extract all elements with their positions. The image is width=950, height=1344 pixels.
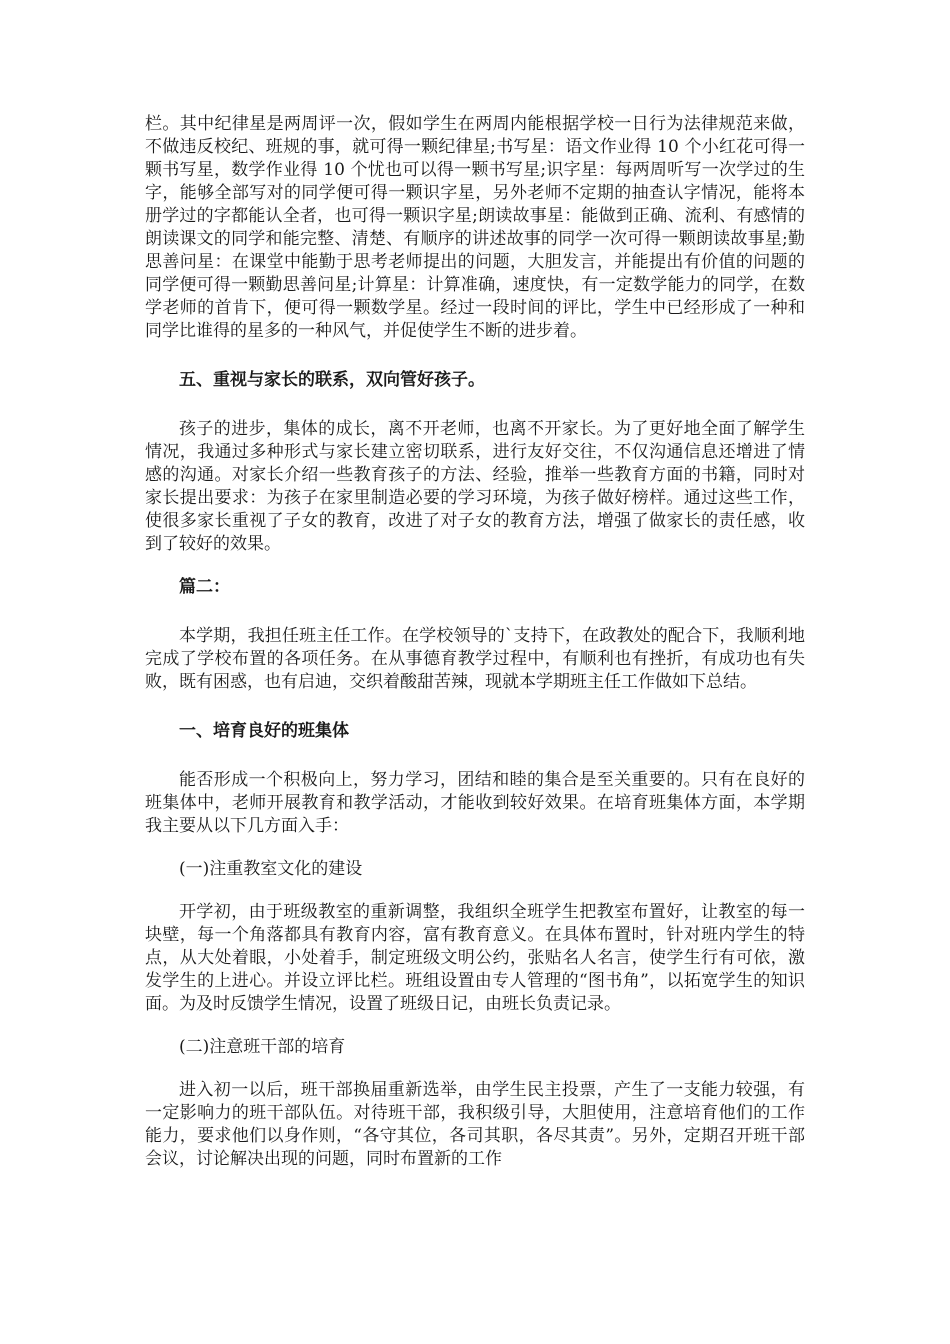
document-page bbox=[145, 113, 805, 1171]
paragraph-parent-contact: 孩子的进步，集体的成长，离不开老师，也离不开家长。为了更好地全面了解学生情况，我通过多种形式与家长建立密切联系，进行友好交往，不仅沟通信息还增进了情感的沟通。对家长介绍一些教育孩子的方法、经验，推举一些教育方面的书籍，同时对家长提出要求：为孩子在家里制造必要的学习环境，为孩子做好榜样。通过这些工作，使很多家长重视了子女的教育，改进了对子女的教育方法，增强了做家长的责任感，收到了较好的效果。 bbox=[145, 419, 805, 554]
subheading-classroom-culture: (一)注重教室文化的建设 bbox=[179, 859, 363, 879]
heading-good-class: 一、培育良好的班集体 bbox=[179, 721, 349, 741]
paragraph-star-evaluation: 栏。其中纪律星是两周评一次，假如学生在两周内能根据学校一日行为法律规范来做，不做违反校纪、班规的事，就可得一颗纪律星;书写星：语文作业得 10 个小红花可得一颗书写星，数学作业得 10 个忧也可以得一颗书写星;识字星：每两周听写一次学过的生字，能够全部写对的同学便可得一颗识字星，另外老师不定期的抽查认字情况，能将本册学过的字都能认全者，也可得一颗识字星;朗读故事星：能做到正确、流利、有感情的朗读课文的同学和能完整、清楚、有顺序的讲述故事的同学一次可得一颗朗读故事星;勤思善问星：在课堂中能勤于思考老师提出的问题，大胆发言，并能提出有价值的问题的同学便可得一颗勤思善问星;计算星：计算准确，速度快，有一定数学能力的同学，在数学老师的首肯下，便可得一颗数学星。经过一段时间的评比，学生中已经形成了一种和同学比谁得的星多的一种风气，并促使学生不断的进步着。 bbox=[145, 114, 805, 341]
subheading-class-cadres: (二)注意班干部的培育 bbox=[179, 1037, 346, 1057]
heading-part-two: 篇二： bbox=[179, 577, 230, 597]
heading-parent-contact: 五、重视与家长的联系，双向管好孩子。 bbox=[179, 370, 485, 390]
paragraph-class-cadres: 进入初一以后，班干部换届重新选举，由学生民主投票，产生了一支能力较强，有一定影响力的班干部队伍。对待班干部，我积级引导，大胆使用，注意培育他们的工作能力，要求他们以身作则，“各守其位，各司其职，各尽其责”。另外，定期召开班干部会议，讨论解决出现的问题，同时布置新的工作 bbox=[145, 1080, 805, 1169]
paragraph-good-class: 能否形成一个积极向上，努力学习，团结和睦的集合是至关重要的。只有在良好的班集体中，老师开展教育和教学活动，才能收到较好效果。在培育班集体方面，本学期我主要从以下几方面入手： bbox=[145, 770, 805, 836]
paragraph-intro: 本学期，我担任班主任工作。在学校领导的`支持下，在政教处的配合下，我顺利地完成了学校布置的各项任务。在从事德育教学过程中，有顺利也有挫折，有成功也有失败，既有困惑，也有启迪，交织着酸甜苦辣，现就本学期班主任工作做如下总结。 bbox=[145, 626, 805, 692]
paragraph-classroom-culture: 开学初，由于班级教室的重新调整，我组织全班学生把教室布置好，让教室的每一块壁，每一个角落都具有教育内容，富有教育意义。在具体布置时，针对班内学生的特点，从大处着眼，小处着手，制定班级文明公约，张贴名人名言，使学生行有可依，激发学生的上进心。并设立评比栏。班组设置由专人管理的“图书角”，以拓宽学生的知识面。为及时反馈学生情况，设置了班级日记，由班长负责记录。 bbox=[145, 902, 805, 1014]
